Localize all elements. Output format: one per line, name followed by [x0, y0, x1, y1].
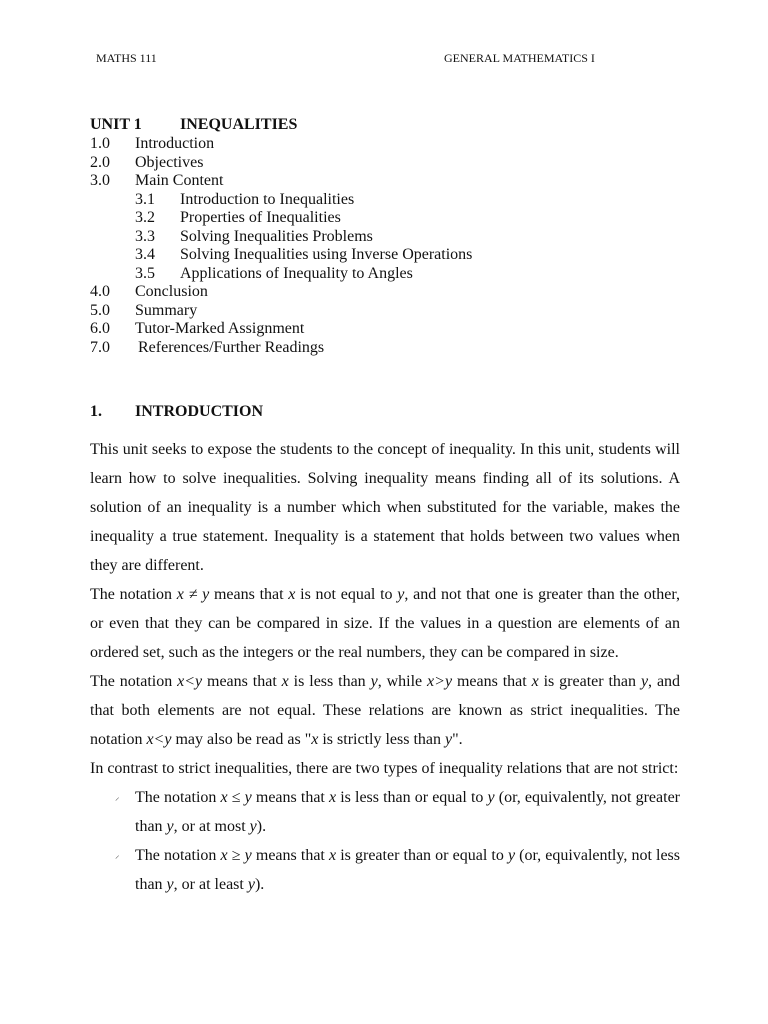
- toc-item-number: 5.0: [90, 301, 110, 319]
- toc-item-label: Properties of Inequalities: [180, 209, 341, 226]
- text-run: is greater than or equal to: [336, 847, 508, 864]
- text-run: , and that both elements are not equal. These relations are known as strict inequalities. The notation: [90, 673, 681, 748]
- math-variable: y: [507, 847, 516, 864]
- math-variable: x<y: [177, 673, 203, 690]
- section-number: 1.: [90, 403, 102, 420]
- toc-item-number: 1.0: [90, 135, 110, 152]
- math-variable: y: [370, 673, 378, 690]
- text-run: ).: [256, 818, 267, 835]
- text-run: The notation: [135, 847, 221, 864]
- unit-title: [90, 116, 297, 134]
- toc-item-label: Tutor-Marked Assignment: [135, 320, 305, 337]
- toc-item: [90, 228, 472, 247]
- math-variable: y: [445, 731, 453, 748]
- math-variable: x: [328, 789, 337, 806]
- math-variable: y: [166, 818, 174, 835]
- text-run: means that: [452, 673, 532, 690]
- text-run: may also be read as ": [171, 731, 312, 748]
- bullet-list: [90, 783, 680, 899]
- math-variable: x<y: [146, 731, 172, 748]
- math-variable: x: [328, 847, 337, 864]
- toc-item-label: Introduction to Inequalities: [180, 190, 355, 208]
- toc-item: [90, 302, 472, 321]
- paragraph-non-strict: In contrast to strict inequalities, there are two types of inequality relations that are not strict:: [90, 760, 679, 777]
- text-run: is less than or equal to: [336, 789, 488, 806]
- toc-item: [90, 265, 472, 284]
- text-run: is not equal to: [295, 586, 398, 603]
- list-item: [90, 783, 680, 841]
- toc-item: [90, 339, 472, 358]
- header-course-title: GENERAL MATHEMATICS I: [444, 51, 595, 65]
- math-variable: y: [166, 876, 174, 893]
- unit-number: UNIT 1: [90, 116, 142, 133]
- math-variable: x: [288, 586, 296, 603]
- text-run: (or, equivalently, not less than: [135, 847, 681, 893]
- toc-item: [90, 209, 472, 228]
- toc-item-label: Objectives: [135, 153, 204, 171]
- toc-item: [90, 283, 472, 302]
- text-run: means that: [202, 673, 282, 690]
- toc-item-label: Introduction: [135, 135, 215, 152]
- text-run: means that: [251, 789, 329, 806]
- text-run: (or, equivalently, not greater than: [135, 789, 681, 835]
- toc-item: [90, 135, 472, 154]
- table-of-contents: [90, 135, 472, 357]
- text-run: The notation: [90, 586, 177, 603]
- text-run: The notation: [90, 673, 178, 690]
- toc-item-label: Solving Inequalities using Inverse Operations: [180, 246, 473, 263]
- math-variable: y: [487, 789, 495, 806]
- toc-item-number: 3.0: [90, 172, 110, 189]
- text-run: ".: [452, 731, 463, 748]
- paragraph-strict: [90, 667, 680, 754]
- text-run: is greater than: [538, 673, 641, 690]
- toc-item-number: 3.1: [135, 190, 155, 208]
- toc-item-label: Solving Inequalities Problems: [180, 227, 373, 245]
- math-variable: x: [531, 673, 539, 690]
- toc-item-number: 3.2: [135, 209, 155, 226]
- math-variable: y: [247, 876, 255, 893]
- toc-item-label: Summary: [135, 301, 198, 319]
- toc-item: [90, 154, 472, 173]
- text-run: , while: [377, 673, 428, 690]
- text-run: means that: [209, 586, 289, 603]
- toc-item-label: Main Content: [135, 172, 224, 189]
- toc-item-number: 7.0: [90, 338, 110, 356]
- toc-item-number: 2.0: [90, 153, 110, 171]
- unit-name: INEQUALITIES: [180, 116, 298, 133]
- toc-item-number: 6.0: [90, 320, 110, 337]
- bullet-icon: ⸝: [115, 792, 120, 802]
- section-heading: [90, 403, 263, 421]
- math-variable: x: [311, 731, 319, 748]
- text-run: means that: [251, 847, 329, 864]
- paragraph-intro: This unit seeks to expose the students to the concept of inequality. In this unit, students will learn how to solve inequalities. Solving inequality means finding all of its solutions. A solution of an inequality is a number which when substituted for the variable, makes the inequality a true statement. Inequality is a statement that holds between two values when they are different.: [90, 441, 680, 574]
- toc-item: [90, 172, 472, 191]
- toc-item-label: References/Further Readings: [138, 338, 325, 356]
- toc-item-label: Applications of Inequality to Angles: [180, 264, 413, 282]
- text-run: is strictly less than: [318, 731, 446, 748]
- section-title: INTRODUCTION: [135, 403, 264, 420]
- math-variable: x: [281, 673, 289, 690]
- math-variable: y: [397, 586, 405, 603]
- math-variable: y: [249, 818, 257, 835]
- math-variable: x ≠ y: [176, 586, 210, 603]
- toc-item-number: 4.0: [90, 283, 110, 300]
- paragraph-not-equal: [90, 580, 680, 667]
- math-variable: x ≤ y: [220, 789, 252, 806]
- list-item: [90, 841, 680, 899]
- toc-item-number: 3.3: [135, 227, 155, 245]
- body-text: [90, 435, 680, 899]
- math-variable: x>y: [427, 673, 453, 690]
- text-run: , and not that one is greater than the other, or even that they can be compared in size. If the values in a question are elements of an ordered set, such as the integers or the real numbers, they can be compared in size.: [90, 586, 681, 661]
- header-course-code: MATHS 111: [96, 51, 157, 65]
- toc-item-number: 3.5: [135, 264, 155, 282]
- toc-item: [90, 191, 472, 210]
- text-run: The notation: [135, 789, 221, 806]
- toc-item-number: 3.4: [135, 246, 155, 263]
- bullet-icon: ⸝: [115, 850, 120, 860]
- toc-item: [90, 320, 472, 339]
- text-run: is less than: [288, 673, 371, 690]
- math-variable: y: [640, 673, 649, 690]
- text-run: ).: [254, 876, 265, 893]
- toc-item: [90, 246, 472, 265]
- math-variable: x ≥ y: [220, 847, 252, 864]
- text-run: , or at most: [173, 818, 250, 835]
- toc-item-label: Conclusion: [135, 283, 208, 300]
- text-run: , or at least: [173, 876, 248, 893]
